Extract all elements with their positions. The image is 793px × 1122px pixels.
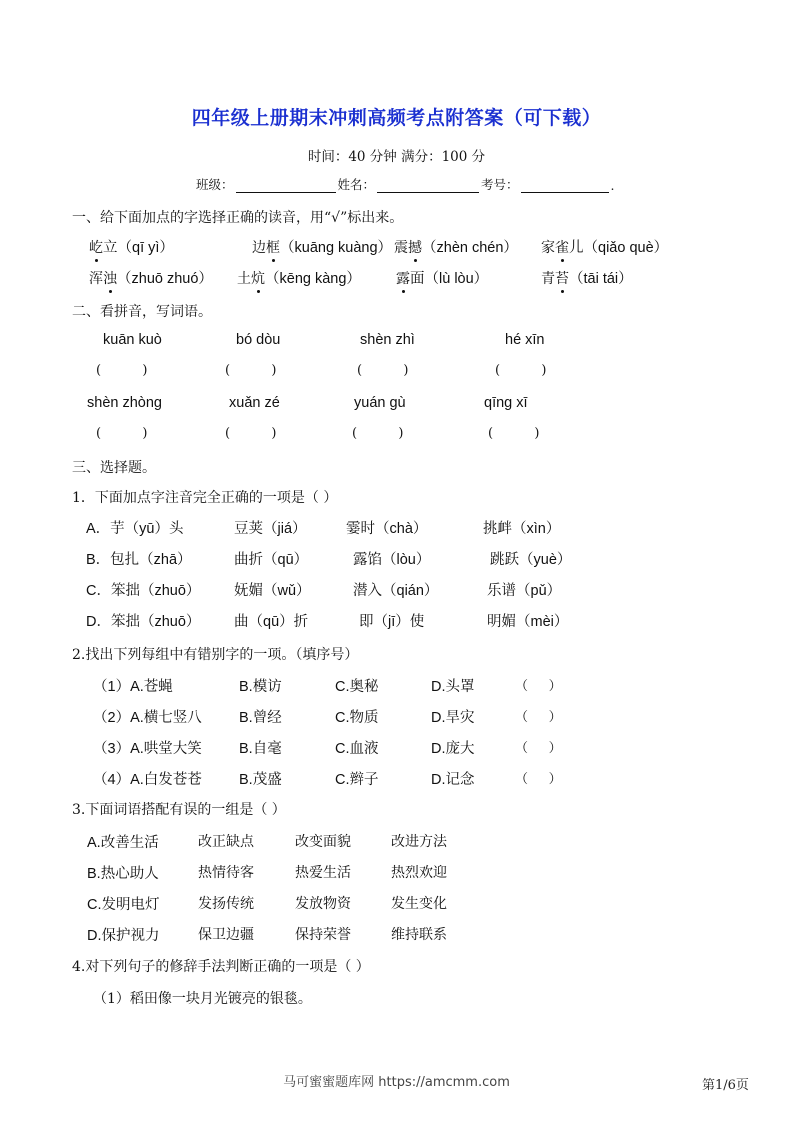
q2-option: B.自毫	[239, 741, 282, 757]
q2-option: B.茂盛	[239, 772, 282, 788]
class-blank[interactable]	[236, 178, 336, 193]
q1-option: D．笨拙（zhuō）	[86, 614, 201, 630]
answer-blank[interactable]: ( )	[488, 426, 540, 441]
q1-option: 妩媚（wǔ）	[234, 583, 311, 599]
q3-option: 发扬传统	[198, 896, 254, 912]
q1-option: 挑衅（xìn）	[483, 521, 561, 537]
s1-item: 露面（lù lòu）	[396, 267, 488, 288]
answer-blank[interactable]: ( )	[225, 426, 277, 441]
q1-option: C．笨拙（zhuō）	[86, 583, 201, 599]
q3-option: 热爱生活	[295, 865, 351, 881]
q2-option: D.头罩	[431, 679, 475, 695]
q3-option: 发放物资	[295, 896, 351, 912]
end-mark: .	[610, 178, 615, 193]
pinyin-prompt: shèn zhì	[360, 332, 415, 348]
pinyin-prompt: hé xīn	[505, 332, 545, 348]
q2-answer-blank[interactable]: （ ）	[515, 772, 562, 787]
s1-item: 浑浊（zhuō zhuó）	[89, 267, 213, 288]
section1-title: 一、给下面加点的字选择正确的读音，用“√”标出来。	[72, 210, 404, 226]
q2-option: （4）A.白发苍苍	[93, 772, 202, 788]
q1-option: 潜入（qián）	[353, 583, 439, 599]
section3-title: 三、选择题。	[72, 460, 156, 476]
pinyin-prompt: bó dòu	[236, 332, 281, 348]
q2-stem: 2.找出下列每组中有错别字的一项。（填序号）	[72, 647, 359, 663]
footer-site: 马可蜜蜜题库网 https://amcmm.com	[283, 1075, 510, 1090]
pinyin-prompt: xuǎn zé	[229, 395, 280, 411]
q3-option: 发生变化	[391, 896, 447, 912]
q2-option: （3）A.哄堂大笑	[93, 741, 202, 757]
q3-option: 改正缺点	[198, 834, 254, 850]
q2-option: D.庞大	[431, 741, 475, 757]
answer-blank[interactable]: ( )	[96, 363, 148, 378]
name-blank[interactable]	[377, 178, 479, 193]
q3-option: 保卫边疆	[198, 927, 254, 943]
q4-sentence: （1）稻田像一块月光镀亮的银毯。	[93, 991, 312, 1007]
q3-option: B.热心助人	[87, 866, 159, 882]
student-info-line	[196, 175, 615, 193]
q2-option: （1）A.苍蝇	[93, 679, 173, 695]
section2-title: 二、看拼音，写词语。	[72, 304, 212, 320]
q2-option: C.血液	[335, 741, 379, 757]
q2-answer-blank[interactable]: （ ）	[515, 679, 562, 694]
pinyin-prompt: qīng xī	[484, 395, 528, 411]
q2-option: （2）A.横七竖八	[93, 710, 202, 726]
q4-stem: 4.对下列句子的修辞手法判断正确的一项是（ ）	[72, 959, 370, 975]
pinyin-prompt: yuán gù	[354, 395, 406, 411]
q3-option: 改进方法	[391, 834, 447, 850]
q1-option: 即（jī）使	[359, 614, 425, 630]
s1-item: 青苔（tāi tái）	[541, 267, 633, 288]
s1-item: 屹立（qī yì）	[89, 236, 174, 257]
number-blank[interactable]	[521, 178, 609, 193]
q3-option: 热烈欢迎	[391, 865, 447, 881]
q2-answer-blank[interactable]: （ ）	[515, 741, 562, 756]
q1-option: 明媚（mèi）	[487, 614, 569, 630]
number-label: 考号：	[481, 177, 519, 192]
q3-option: 保持荣誉	[295, 927, 351, 943]
s1-item: 土炕（kēng kàng）	[237, 267, 361, 288]
answer-blank[interactable]: ( )	[357, 363, 409, 378]
q3-option: D.保护视力	[87, 928, 160, 944]
q3-stem: 3.下面词语搭配有误的一组是（ ）	[72, 802, 286, 818]
q1-option: 霎时（chà）	[346, 521, 428, 537]
q2-option: B.模访	[239, 679, 282, 695]
pinyin-prompt: shèn zhòng	[87, 395, 162, 411]
q3-option: A.改善生活	[87, 835, 159, 851]
q2-option: D.旱灾	[431, 710, 475, 726]
q1-option: 曲折（qū）	[234, 552, 309, 568]
answer-blank[interactable]: ( )	[225, 363, 277, 378]
q2-option: B.曾经	[239, 710, 282, 726]
page-title: 四年级上册期末冲刺高频考点附答案（可下载）	[191, 107, 602, 129]
q1-stem: 1．下面加点字注音完全正确的一项是（ ）	[72, 490, 338, 506]
name-label: 姓名：	[337, 177, 376, 192]
answer-blank[interactable]: ( )	[352, 426, 404, 441]
s1-item: 家雀儿（qiǎo què）	[541, 236, 668, 257]
q1-option: 豆荚（jiá）	[234, 521, 307, 537]
exam-time-info: 时间：40 分钟 满分：100 分	[307, 149, 486, 165]
answer-blank[interactable]: ( )	[495, 363, 547, 378]
q1-option: A．芋（yū）头	[86, 521, 184, 537]
q2-answer-blank[interactable]: （ ）	[515, 710, 562, 725]
answer-blank[interactable]: ( )	[96, 426, 148, 441]
q1-option: B．包扎（zhā）	[86, 552, 192, 568]
q1-option: 跳跃（yuè）	[490, 552, 572, 568]
q3-option: C.发明电灯	[87, 897, 160, 913]
q3-option: 改变面貌	[295, 834, 351, 850]
s1-item: 震撼（zhèn chén）	[394, 236, 518, 257]
q2-option: D.记念	[431, 772, 475, 788]
q1-option: 乐谱（pǔ）	[487, 583, 562, 599]
q1-option: 露馅（lòu）	[353, 552, 431, 568]
q2-option: C.辫子	[335, 772, 379, 788]
s1-item: 边框（kuāng kuàng）	[252, 236, 392, 257]
q2-option: C.奥秘	[335, 679, 379, 695]
pinyin-prompt: kuān kuò	[103, 332, 162, 348]
page-number: 第1/6页	[702, 1078, 749, 1093]
q3-option: 维持联系	[391, 927, 447, 943]
q2-option: C.物质	[335, 710, 379, 726]
q1-option: 曲（qū）折	[234, 614, 309, 630]
q3-option: 热情待客	[198, 865, 254, 881]
class-label: 班级：	[196, 177, 234, 192]
